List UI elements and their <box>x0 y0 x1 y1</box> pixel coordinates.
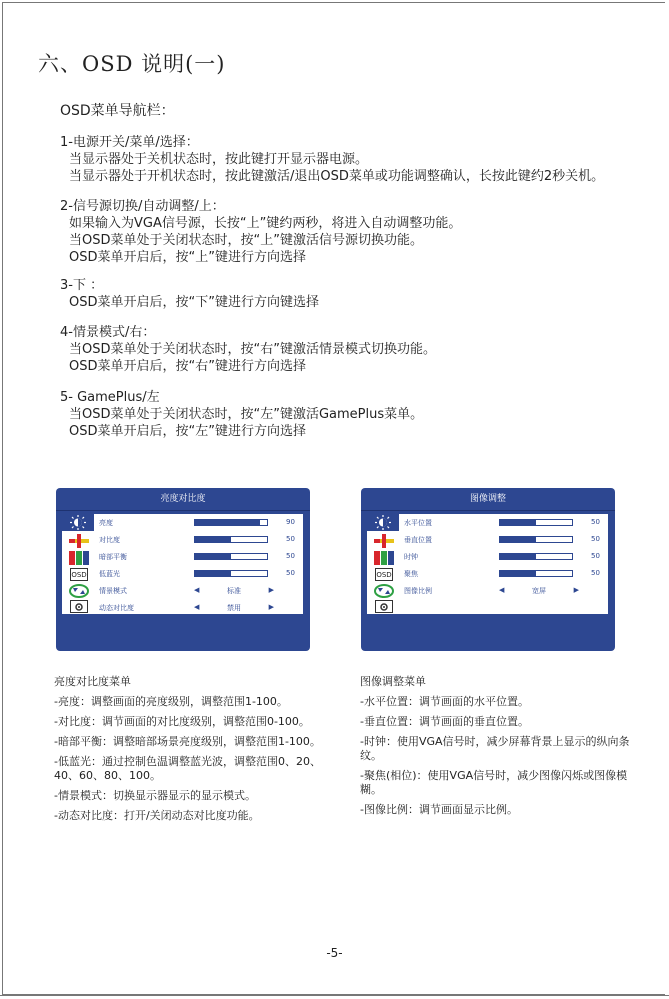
rotate-icon <box>69 584 89 597</box>
osd-row-clock[interactable] <box>399 548 608 565</box>
osd-row-value: 50 <box>591 535 600 543</box>
section-line: 当OSD菜单处于关闭状态时，按“右”键激活情景模式切换功能。 <box>69 342 436 357</box>
desc-item: -低蓝光：通过控制色温调整蓝光波，调整范围0、20、40、60、80、100。 <box>54 755 321 782</box>
desc-item: -暗部平衡：调整暗部场景亮度级别，调整范围1-100。 <box>54 735 321 748</box>
osd-slider[interactable] <box>499 519 573 526</box>
section-line: 当OSD菜单处于关闭状态时，按“上”键激活信号源切换功能。 <box>69 233 423 248</box>
section-gameplus <box>60 389 423 440</box>
left-arrow-icon[interactable]: ◀ <box>194 603 200 611</box>
page-bottom-rule <box>0 995 669 996</box>
osd-slider-fill <box>195 571 231 576</box>
section-title: 2-信号源切换/自动调整/上： <box>60 199 225 214</box>
section-mode <box>60 324 436 375</box>
left-arrow-icon[interactable]: ◀ <box>499 586 505 594</box>
osd-footer <box>367 614 608 645</box>
section-down <box>60 277 319 311</box>
osd-slider[interactable] <box>194 553 268 560</box>
left-arrow-icon[interactable]: ◀ <box>194 586 200 594</box>
osd-icon-column <box>367 514 399 614</box>
brightness-icon <box>367 514 399 531</box>
section-input <box>60 198 461 266</box>
osd-option-value: 标准 <box>227 587 241 595</box>
desc-item: -对比度：调节画面的对比度级别，调整范围0-100。 <box>54 715 310 728</box>
osd-row-label: 亮度 <box>99 519 113 527</box>
section-line: OSD菜单开启后，按“右”键进行方向选择 <box>69 359 306 374</box>
section-title: 3-下 ： <box>60 278 104 293</box>
osd-option-value: 禁用 <box>227 604 241 612</box>
desc-item: -亮度：调整画面的亮度级别，调整范围1-100。 <box>54 695 288 708</box>
osd-content <box>94 514 303 614</box>
osd-slider[interactable] <box>499 570 573 577</box>
desc-item: -情景模式：切换显示器显示的显示模式。 <box>54 789 256 802</box>
osd-row-low-blue-light[interactable] <box>94 565 303 582</box>
desc-item: -聚焦(相位)：使用VGA信号时，减少图像闪烁或图像模糊。 <box>360 769 628 796</box>
osd-slider-fill <box>500 554 536 559</box>
osd-option-selector[interactable] <box>194 603 274 612</box>
osd-row-value: 50 <box>286 569 295 577</box>
osd-row-label: 水平位置 <box>404 519 432 527</box>
osd-row-label: 垂直位置 <box>404 536 432 544</box>
osd-row-dark-balance[interactable] <box>94 548 303 565</box>
osd-panel-brightness-contrast <box>56 488 310 651</box>
osd-panel-image-adjust <box>361 488 615 651</box>
osd-row-value: 50 <box>591 518 600 526</box>
right-arrow-icon[interactable]: ▶ <box>268 603 274 611</box>
section-line: OSD菜单开启后，按“上”键进行方向选择 <box>69 250 306 265</box>
desc-image-adjust <box>360 675 630 823</box>
page-number: -5- <box>326 946 343 960</box>
osd-row-label: 动态对比度 <box>99 604 134 612</box>
osd-slider[interactable] <box>194 519 268 526</box>
section-title: 1-电源开关/菜单/选择： <box>60 135 199 150</box>
desc-item: -水平位置：调节画面的水平位置。 <box>360 695 529 708</box>
osd-icon-label: OSD <box>376 570 392 579</box>
osd-icon <box>70 568 88 581</box>
osd-slider[interactable] <box>194 536 268 543</box>
nav-title: OSD菜单导航栏： <box>60 103 175 119</box>
section-line: OSD菜单开启后，按“下”键进行方向键选择 <box>69 295 319 310</box>
desc-item: -动态对比度：打开/关闭动态对比度功能。 <box>54 809 260 822</box>
settings-icon <box>375 600 393 613</box>
osd-row-label: 低蓝光 <box>99 570 120 578</box>
osd-row-focus[interactable] <box>399 565 608 582</box>
osd-row-label: 暗部平衡 <box>99 553 127 561</box>
section-title: 5- GamePlus/左 <box>60 390 160 405</box>
section-line: 当OSD菜单处于关闭状态时，按“左”键激活GamePlus菜单。 <box>69 407 424 422</box>
section-line: 当显示器处于开机状态时，按此键激活/退出OSD菜单或功能调整确认，长按此键约2秒关机。 <box>69 169 605 184</box>
brightness-icon <box>62 514 94 531</box>
osd-option-selector[interactable] <box>194 586 274 595</box>
rotate-icon <box>374 584 394 597</box>
osd-icon <box>375 568 393 581</box>
osd-icon-label: OSD <box>71 570 87 579</box>
right-arrow-icon[interactable]: ▶ <box>268 586 274 594</box>
osd-row-h-position[interactable] <box>399 514 608 531</box>
osd-row-contrast[interactable] <box>94 531 303 548</box>
osd-panel-title: 亮度对比度 <box>56 488 310 511</box>
desc-item: -垂直位置：调节画面的垂直位置。 <box>360 715 529 728</box>
osd-slider-fill <box>195 537 231 542</box>
desc-title: 亮度对比度菜单 <box>54 675 131 688</box>
section-title: 4-情景模式/右： <box>60 325 156 340</box>
desc-item: -图像比例：调节画面显示比例。 <box>360 803 518 816</box>
osd-row-label: 图像比例 <box>404 587 432 595</box>
section-line: 当显示器处于关机状态时，按此键打开显示器电源。 <box>69 152 369 167</box>
osd-row-label: 对比度 <box>99 536 120 544</box>
desc-title: 图像调整菜单 <box>360 675 426 688</box>
color-icon <box>69 534 89 547</box>
osd-slider[interactable] <box>499 536 573 543</box>
osd-row-value: 50 <box>286 552 295 560</box>
section-line: 如果输入为VGA信号源，长按“上”键约两秒，将进入自动调整功能。 <box>69 216 462 231</box>
desc-brightness-contrast <box>54 675 344 829</box>
osd-row-v-position[interactable] <box>399 531 608 548</box>
osd-row-value: 50 <box>286 535 295 543</box>
color-icon <box>374 534 394 547</box>
section-power <box>60 134 604 185</box>
settings-icon <box>70 600 88 613</box>
osd-row-value: 50 <box>591 569 600 577</box>
osd-footer <box>62 614 303 645</box>
osd-row-label: 聚焦 <box>404 570 418 578</box>
osd-slider[interactable] <box>194 570 268 577</box>
color-bars-icon <box>374 551 394 564</box>
section-line: OSD菜单开启后，按“左”键进行方向选择 <box>69 424 306 439</box>
osd-row-label: 情景模式 <box>99 587 127 595</box>
osd-slider[interactable] <box>499 553 573 560</box>
osd-slider-fill <box>500 537 536 542</box>
osd-slider-fill <box>195 554 231 559</box>
osd-icon-column <box>62 514 94 614</box>
osd-slider-fill <box>500 571 536 576</box>
osd-option-selector[interactable] <box>499 586 579 595</box>
osd-row-scene-mode[interactable] <box>94 582 303 599</box>
osd-row-aspect-ratio[interactable] <box>399 582 608 599</box>
osd-slider-fill <box>500 520 536 525</box>
osd-row-value: 90 <box>286 518 295 526</box>
osd-panel-title: 图像调整 <box>361 488 615 511</box>
page-heading: 六、OSD 说明(一) <box>38 52 226 76</box>
osd-row-brightness[interactable] <box>94 514 303 531</box>
osd-row-label: 时钟 <box>404 553 418 561</box>
desc-item: -时钟：使用VGA信号时，减少屏幕背景上显示的纵向条纹。 <box>360 735 630 762</box>
osd-content <box>399 514 608 614</box>
osd-row-value: 50 <box>591 552 600 560</box>
osd-option-value: 宽屏 <box>532 587 546 595</box>
color-bars-icon <box>69 551 89 564</box>
right-arrow-icon[interactable]: ▶ <box>573 586 579 594</box>
osd-slider-fill <box>195 520 260 525</box>
